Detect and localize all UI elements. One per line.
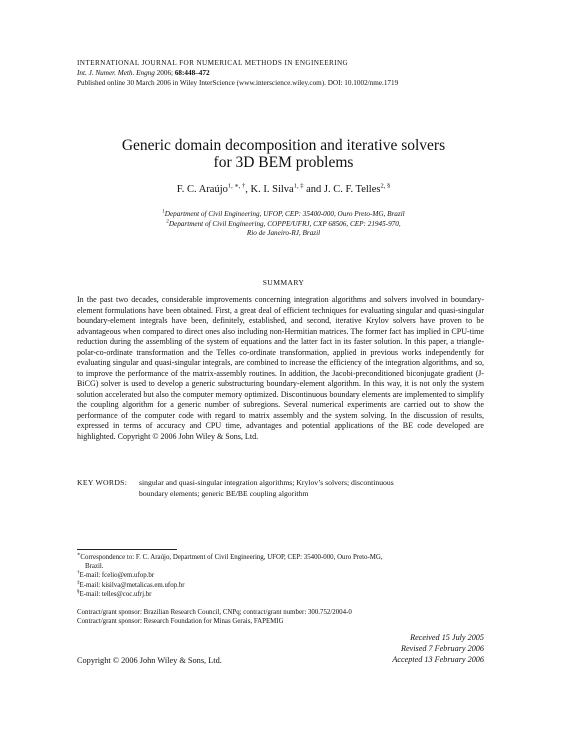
- author-3-marks: 2, §: [380, 182, 391, 190]
- revised-date: Revised 7 February 2006: [401, 644, 484, 653]
- author-1: F. C. Araújo: [176, 184, 228, 195]
- affiliation-2-text: Department of Civil Engineering, COPPE/UFRJ, CXP 68506, CEP: 21945-970,: [168, 219, 401, 228]
- journal-name: INTERNATIONAL JOURNAL FOR NUMERICAL METHODS IN ENGINEERING: [77, 59, 349, 67]
- keywords-label: KEY WORDS:: [77, 478, 128, 487]
- paper-title: [0, 137, 567, 171]
- footnote-corr-mark: ∗: [77, 552, 81, 558]
- footnote-email-1-mark: †: [77, 571, 80, 577]
- affiliation-2-mark: 2: [166, 219, 169, 225]
- footnote-email-3-mark: §: [77, 589, 80, 595]
- footnote-divider: [77, 549, 177, 550]
- journal-year: 2006;: [156, 69, 174, 77]
- footnote-email-1-text: E-mail: fcelio@em.ufop.br: [79, 572, 155, 580]
- author-1-marks: 1, ∗, †: [227, 182, 246, 190]
- footnote-correspondence: [77, 553, 487, 562]
- author-separator-1: ,: [245, 184, 251, 195]
- footnote-corr-cont: Brazil.: [85, 563, 104, 571]
- footnote-email-2-text: E-mail: kisilva@metalicas.em.ufop.br: [79, 581, 185, 589]
- footnote-email-3-text: E-mail: telles@coc.ufrj.br: [79, 590, 152, 598]
- affiliation-1-mark: 1: [162, 209, 165, 215]
- summary-heading: SUMMARY: [262, 278, 305, 287]
- accepted-date: Accepted 13 February 2006: [392, 655, 484, 664]
- keywords: [77, 478, 484, 499]
- summary-text: In the past two decades, considerable improvements concerning integration algorithms and solvers involved in boundary-element formulations have been obtained. First, a great deal of efficient techniques for evaluating singular and quasi-singular boundary-element integrals have been, definitely, established, and second, iterative Krylov solvers have proven to be advantageous when compared to direct ones also including non-Hermitian matrices. The former fact has implied in CPU-time reduction during the assembling of the system of equations and the latter fact in its faster solution. In this paper, a triangle-polar-co-ordinate transformation and the Telles co-ordinate transformation, applied in previous works independently for evaluating singular and quasi-singular integrals, are combined to increase the efficiency of the integration algorithms, and so, to improve the performance of the matrix-assembly routines. In addition, the Jacobi-preconditioned biconjugate gradient (J-BiCG) solver is used to develop a generic substructuring boundary-element algorithm. In this way, it is not only the system solution accelerated but also the computer memory optimized. Discontinuous boundary elements are implemented to simplify the coupling algorithm for a generic number of subregions. Several numerical experiments are carried out to show the performance of the computer code with regard to matrix assembly and the system solving. In the discussion of results, expressed in terms of accuracy and CPU time, advantages and potential applications of the BE code developed are highlighted. Copyright © 2006 John Wiley & Sons, Ltd.: [77, 295, 484, 441]
- title-line-1: Generic domain decomposition and iterative solvers: [121, 137, 446, 154]
- grant-sponsors: [77, 608, 487, 626]
- affiliation-1-text: Department of Civil Engineering, UFOP, CEP: 35400-000, Ouro Preto-MG, Brazil: [164, 210, 405, 218]
- title-line-2: for 3D BEM problems: [213, 154, 354, 171]
- author-2: K. I. Silva: [250, 184, 294, 195]
- footnote-corr-text: Correspondence to: F. C. Araújo, Department of Civil Engineering, UFOP, CEP: 35400-000, Ouro Preto-MG,: [80, 554, 383, 561]
- footnotes: [77, 553, 487, 599]
- received-date: Received 15 July 2005: [410, 633, 484, 642]
- journal-abbrev: Int. J. Numer. Meth. Engng: [77, 69, 155, 77]
- affiliations: [0, 210, 567, 239]
- footnote-email-3: [77, 590, 487, 599]
- journal-published: Published online 30 March 2006 in Wiley InterScience (www.interscience.wiley.com). DOI: 10.1002/nme.1719: [77, 79, 399, 87]
- footnote-email-1: [77, 571, 487, 580]
- keywords-text-1: singular and quasi-singular integration algorithms; Krylov’s solvers; discontinuous: [139, 478, 394, 487]
- affiliation-2: [0, 220, 567, 230]
- copyright-footer: Copyright © 2006 John Wiley & Sons, Ltd.: [77, 656, 222, 665]
- keywords-text-2: boundary elements; generic BE/BE coupling algorithm: [139, 488, 309, 498]
- author-list: [0, 184, 567, 195]
- affiliation-1: [0, 210, 567, 220]
- journal-volume-pages: 68:448–472: [174, 69, 210, 77]
- footnote-email-2: [77, 581, 487, 590]
- sponsor-line-2: Contract/grant sponsor: Research Foundation for Minas Gerais, FAPEMIG: [77, 618, 284, 626]
- sponsor-line-1: Contract/grant sponsor: Brazilian Research Council, CNPq; contract/grant number: 300.752/2004-0: [77, 609, 352, 616]
- author-3: J. C. F. Telles: [323, 184, 381, 195]
- author-2-marks: 1, ‡: [293, 182, 304, 190]
- footnote-email-2-mark: ‡: [77, 580, 80, 586]
- author-separator-2: and: [303, 184, 324, 195]
- received-dates: [284, 632, 484, 665]
- keywords-line-1: [77, 478, 484, 489]
- journal-citation: [77, 68, 497, 78]
- journal-header: [77, 58, 497, 88]
- affiliation-2-cont: Rio de Janeiro-RJ, Brazil: [246, 229, 321, 237]
